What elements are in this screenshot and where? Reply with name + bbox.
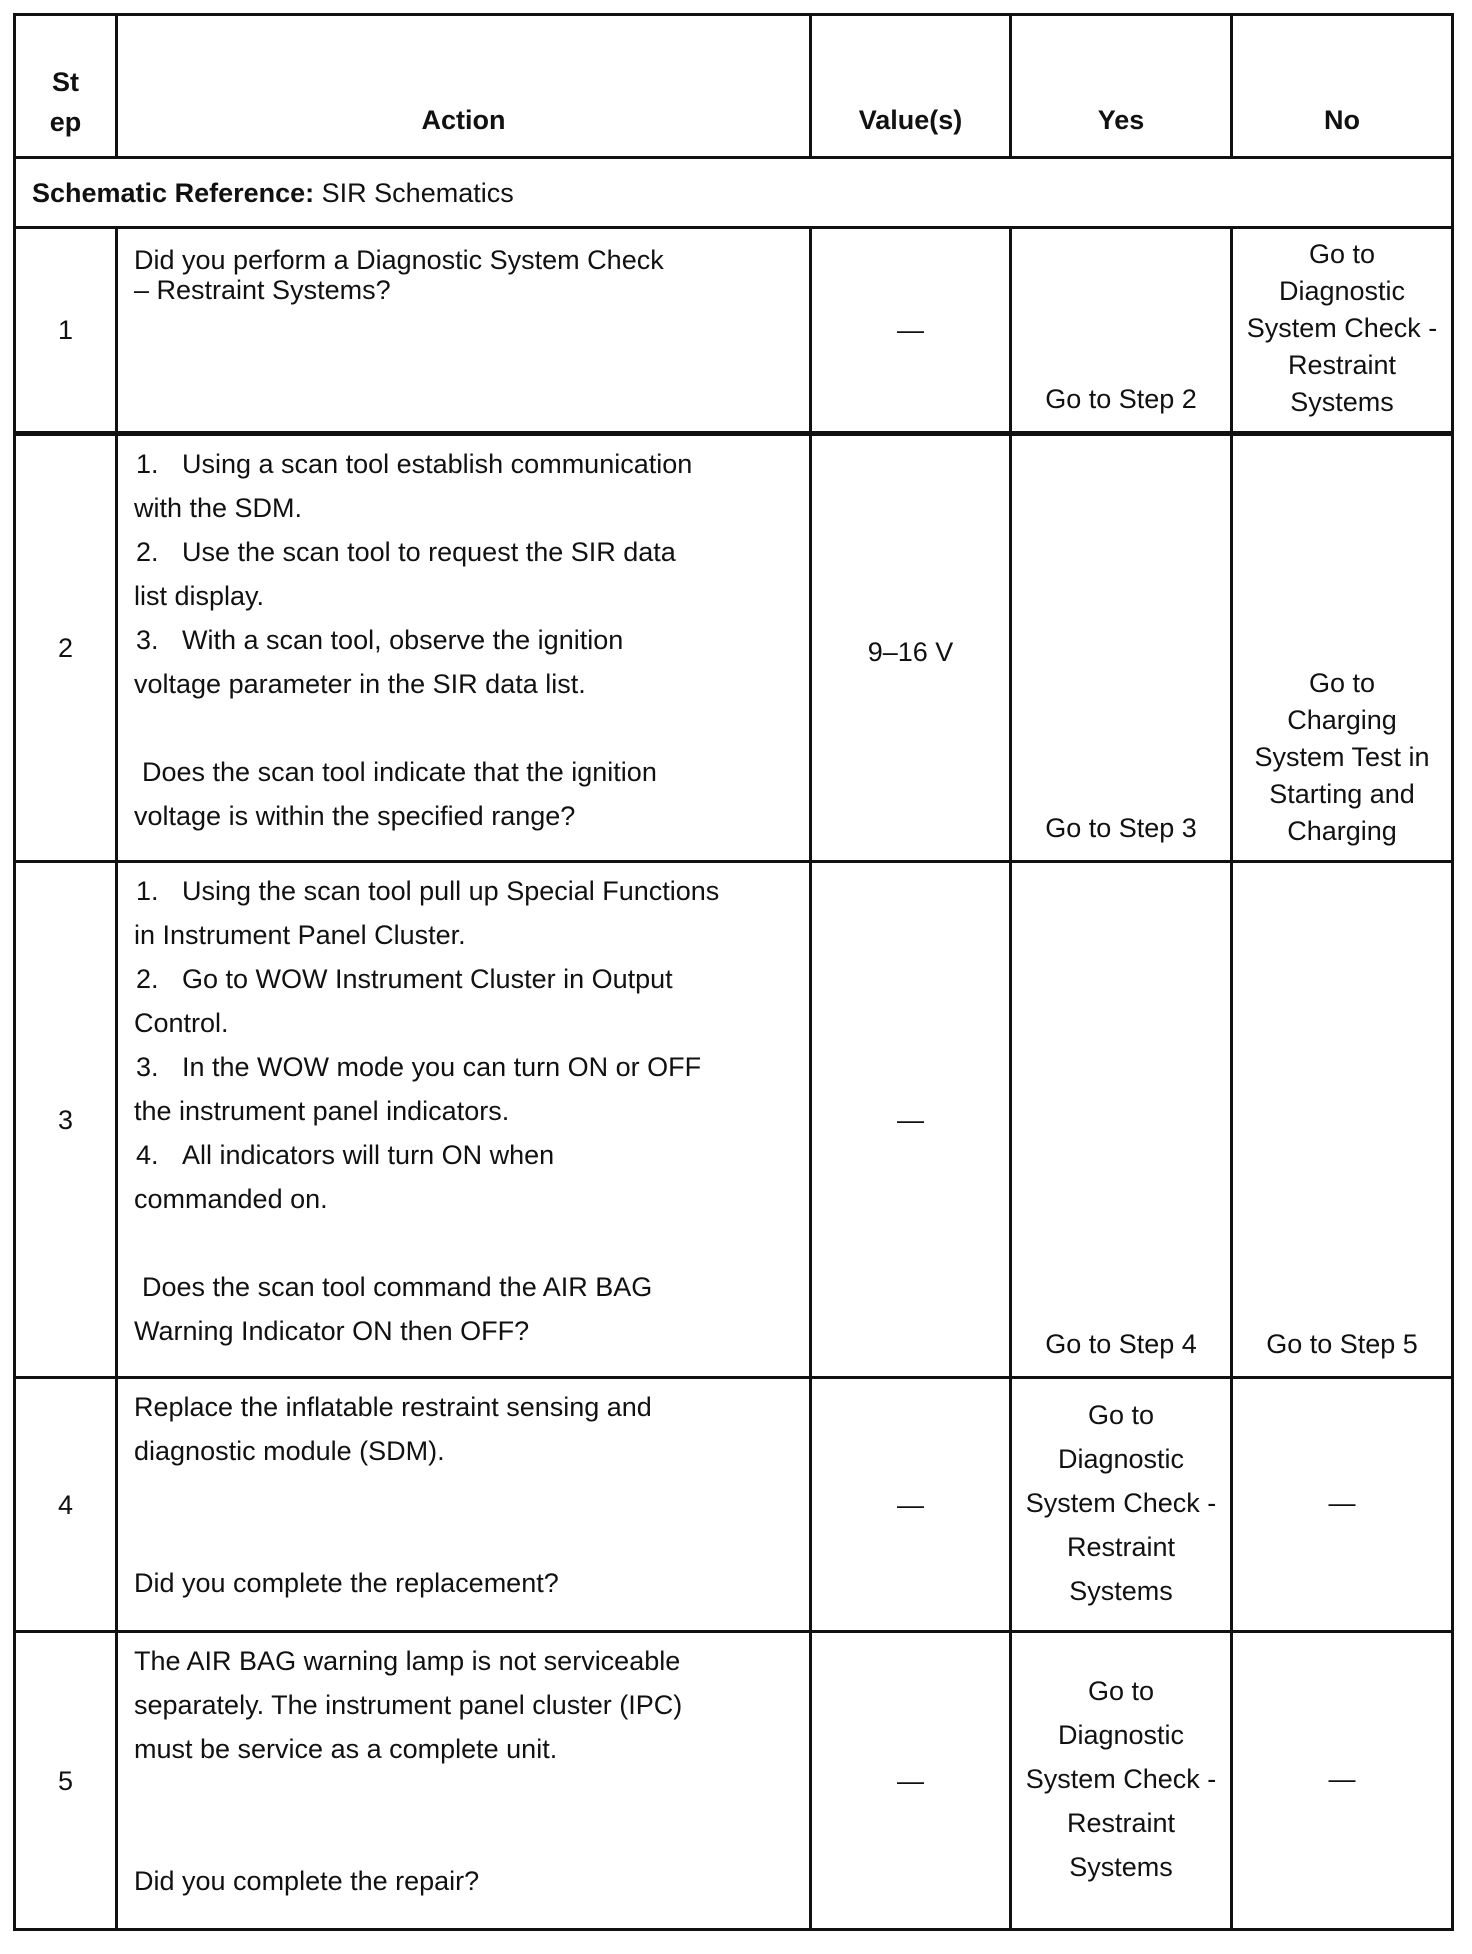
step-row-5 [15, 1632, 1453, 1930]
action-cell [117, 434, 811, 862]
list-text: Go to WOW Instrument Cluster in Output [182, 964, 673, 994]
yes-line: Go to [1087, 1675, 1155, 1706]
question-line: Warning Indicator ON then OFF? [134, 1316, 530, 1346]
yes-cell: Go to Step 3 [1011, 434, 1232, 862]
no-line: Charging [1287, 816, 1397, 846]
no-line: Go to [1308, 238, 1376, 269]
action-line: the instrument panel indicators. [134, 1096, 510, 1126]
list-number: 1. [136, 449, 159, 479]
no-cell: Go to Step 5 [1232, 862, 1453, 1378]
yes-line: Diagnostic [1057, 1719, 1185, 1750]
list-text: In the WOW mode you can turn ON or OFF [182, 1052, 702, 1082]
list-item [134, 957, 793, 1001]
action-line: list display. [134, 581, 265, 611]
schematic-reference-row [15, 158, 1453, 228]
diagnostic-table [13, 13, 1454, 1931]
header-step [15, 15, 117, 158]
spacer [134, 706, 793, 750]
list-text: Using the scan tool pull up Special Functions [182, 876, 720, 906]
action-cell [117, 1378, 811, 1632]
action-line: must be service as a complete unit. [134, 1734, 558, 1764]
header-step-line1: St [52, 67, 79, 97]
action-line: Replace the inflatable restraint sensing and [134, 1392, 652, 1422]
yes-line: Restraint [1066, 1531, 1176, 1562]
value-cell: — [811, 1632, 1011, 1930]
no-line: System Check - [1246, 312, 1438, 343]
yes-cell: Go to Step 4 [1011, 862, 1232, 1378]
spacer [134, 1517, 793, 1561]
header-step-line2: ep [49, 107, 82, 137]
no-line: Charging [1287, 705, 1397, 735]
list-item [134, 1133, 793, 1177]
no-cell [1232, 228, 1453, 434]
yes-line: System Check - [1025, 1763, 1217, 1794]
list-number: 1. [136, 876, 159, 906]
spacer [134, 1771, 793, 1815]
step-number: 4 [15, 1378, 117, 1632]
step-number: 1 [15, 228, 117, 434]
question-line: voltage is within the specified range? [134, 801, 576, 831]
schematic-reference-label: Schematic Reference: [32, 177, 315, 208]
list-item [134, 1045, 793, 1089]
yes-line: Go to [1087, 1399, 1155, 1430]
yes-line: System Check - [1025, 1487, 1217, 1518]
step-row-2 [15, 434, 1453, 862]
step-number: 3 [15, 862, 117, 1378]
action-line: separately. The instrument panel cluster (IPC) [134, 1690, 683, 1720]
yes-line: Systems [1069, 1851, 1173, 1882]
list-text: With a scan tool, observe the ignition [182, 625, 624, 655]
yes-cell: Go to Step 2 [1011, 228, 1232, 434]
no-line: Systems [1290, 386, 1394, 417]
action-cell [117, 1632, 811, 1930]
spacer [134, 1473, 793, 1517]
step-row-4 [15, 1378, 1453, 1632]
header-row [15, 15, 1453, 158]
diagnostic-table-container [13, 13, 1451, 1931]
list-number: 3. [136, 1052, 159, 1082]
step-row-1 [15, 228, 1453, 434]
no-line: Restraint [1287, 349, 1397, 380]
action-line: with the SDM. [134, 493, 303, 523]
action-line: voltage parameter in the SIR data list. [134, 669, 586, 699]
header-action: Action [117, 15, 811, 158]
action-line: Control. [134, 1008, 229, 1038]
list-number: 2. [136, 964, 159, 994]
list-item [134, 530, 793, 574]
value-cell: — [811, 1378, 1011, 1632]
header-values: Value(s) [811, 15, 1011, 158]
step-number: 2 [15, 434, 117, 862]
action-line: in Instrument Panel Cluster. [134, 920, 466, 950]
action-line: commanded on. [134, 1184, 328, 1214]
question-line: Does the scan tool indicate that the ignition [142, 757, 657, 787]
spacer [134, 1815, 793, 1859]
yes-cell [1011, 1378, 1232, 1632]
yes-line: Systems [1069, 1575, 1173, 1606]
list-text: All indicators will turn ON when [182, 1140, 555, 1170]
action-line: – Restraint Systems? [134, 275, 391, 305]
spacer [134, 1221, 793, 1265]
header-no: No [1232, 15, 1453, 158]
list-item [134, 618, 793, 662]
value-cell: — [811, 228, 1011, 434]
header-yes: Yes [1011, 15, 1232, 158]
list-item [134, 442, 793, 486]
list-text: Use the scan tool to request the SIR data [182, 537, 676, 567]
list-text: Using a scan tool establish communication [182, 449, 693, 479]
action-line: The AIR BAG warning lamp is not serviceable [134, 1646, 681, 1676]
value-cell: — [811, 862, 1011, 1378]
no-line: System Test in [1254, 742, 1430, 772]
no-cell: — [1232, 1632, 1453, 1930]
schematic-reference-value: SIR Schematics [321, 177, 514, 208]
question-line: Did you complete the repair? [134, 1866, 480, 1896]
yes-line: Restraint [1066, 1807, 1176, 1838]
no-line: Starting and [1269, 779, 1415, 809]
action-line: Did you perform a Diagnostic System Check [134, 245, 664, 275]
question-line: Does the scan tool command the AIR BAG [142, 1272, 653, 1302]
no-cell [1232, 434, 1453, 862]
question-line: Did you complete the replacement? [134, 1568, 559, 1598]
list-number: 2. [136, 537, 159, 567]
no-line: Diagnostic [1278, 275, 1406, 306]
schematic-reference-cell [15, 158, 1453, 228]
yes-line: Diagnostic [1057, 1443, 1185, 1474]
no-cell: — [1232, 1378, 1453, 1632]
list-item [134, 869, 793, 913]
action-line: diagnostic module (SDM). [134, 1436, 445, 1466]
list-number: 4. [136, 1140, 159, 1170]
value-cell: 9–16 V [811, 434, 1011, 862]
step-row-3 [15, 862, 1453, 1378]
step-number: 5 [15, 1632, 117, 1930]
list-number: 3. [136, 625, 159, 655]
action-cell [117, 228, 811, 434]
yes-cell [1011, 1632, 1232, 1930]
action-cell [117, 862, 811, 1378]
no-line: Go to [1308, 668, 1376, 698]
